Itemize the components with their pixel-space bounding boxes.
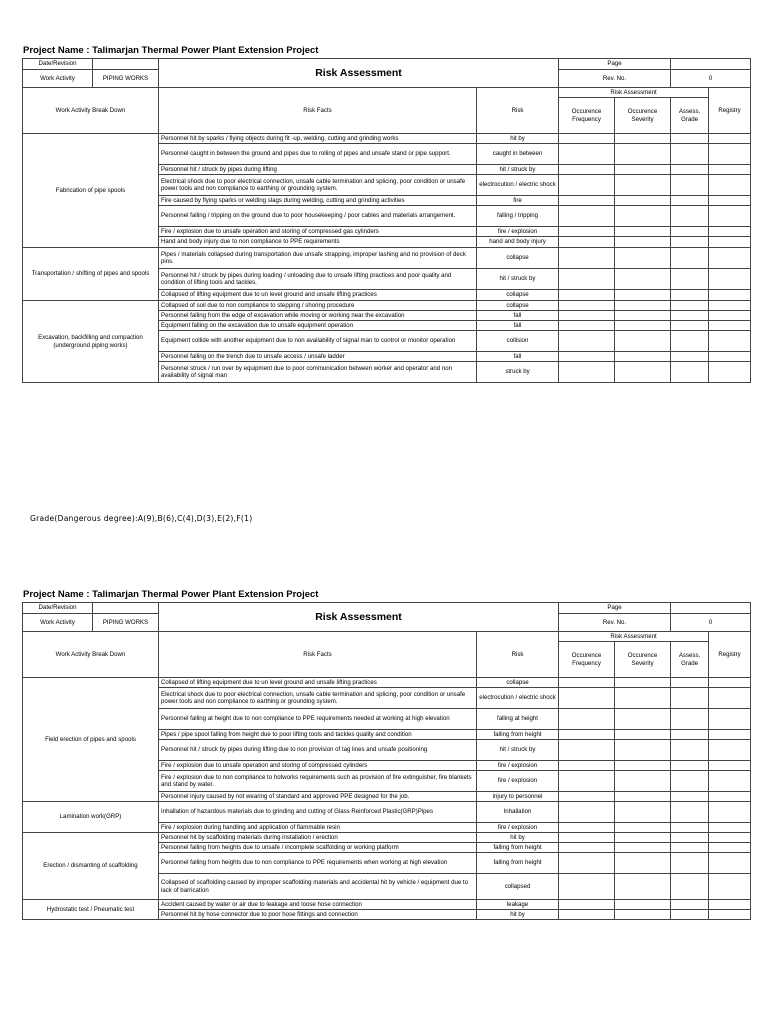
risk-fact: Accident caused by water or air due to leakage and loose hose connection: [159, 900, 477, 910]
registry-cell: [709, 237, 751, 248]
occurence-severity-cell: [615, 730, 671, 740]
risk-type: collapsed: [477, 874, 559, 900]
risk-type: collapse: [477, 290, 559, 301]
occurence-severity-cell: [615, 311, 671, 321]
assess-grade-cell: [671, 823, 709, 833]
risk-header: Risk: [477, 632, 559, 678]
breakdown-header: Work Activity Break Down: [23, 632, 159, 678]
registry-cell: [709, 134, 751, 144]
risk-fact: Personnel struck / run over by equipment due to poor communication between worker and operator and non availability of signal man: [159, 362, 477, 383]
risk-fact: Hand and body injury due to non compliance to PPE requirements: [159, 237, 477, 248]
occurence-frequency-cell: [559, 853, 615, 874]
risk-type: hand and body injury: [477, 237, 559, 248]
occurence-severity-cell: [615, 352, 671, 362]
risk-type: fire / explosion: [477, 761, 559, 771]
occurence-severity-cell: [615, 237, 671, 248]
breakdown-header: Work Activity Break Down: [23, 88, 159, 134]
assess-grade-header: Assess. Grade: [671, 98, 709, 134]
risk-type: falling from height: [477, 730, 559, 740]
occurence-frequency-cell: [559, 740, 615, 761]
occurence-severity-cell: [615, 761, 671, 771]
work-activity-breakdown: Excavation, backfilling and compaction (underground piping works): [23, 301, 159, 383]
occurence-frequency-cell: [559, 321, 615, 331]
occurence-frequency-cell: [559, 175, 615, 196]
assess-grade-cell: [671, 352, 709, 362]
registry-cell: [709, 175, 751, 196]
occurence-severity-cell: [615, 740, 671, 761]
risk-facts-header: Risk Facts: [159, 88, 477, 134]
work-activity-value: PIPING WORKS: [93, 614, 159, 632]
occurence-severity-cell: [615, 874, 671, 900]
header-row: [23, 59, 751, 70]
assess-grade-cell: [671, 792, 709, 802]
work-activity-breakdown: Transportation / shifting of pipes and spools: [23, 248, 159, 301]
occurence-severity-cell: [615, 331, 671, 352]
date-revision-label: Date/Revision: [23, 59, 93, 70]
assess-grade-cell: [671, 331, 709, 352]
assess-grade-cell: [671, 237, 709, 248]
risk-type: fire / explosion: [477, 771, 559, 792]
risk-fact: Personnel hit by scaffolding materials during installation / erection: [159, 833, 477, 843]
occurence-frequency-cell: [559, 196, 615, 206]
registry-cell: [709, 321, 751, 331]
risk-fact: Fire / explosion during handling and application of flammable resin: [159, 823, 477, 833]
occurence-severity-cell: [615, 792, 671, 802]
registry-cell: [709, 269, 751, 290]
assess-grade-cell: [671, 802, 709, 823]
occurence-frequency-cell: [559, 290, 615, 301]
occurence-frequency-cell: [559, 910, 615, 920]
occurence-severity-cell: [615, 362, 671, 383]
assess-grade-cell: [671, 227, 709, 237]
occurence-frequency-cell: [559, 874, 615, 900]
occurence-severity-cell: [615, 134, 671, 144]
date-revision-value: [93, 603, 159, 614]
risk-fact: Equipment falling on the excavation due to unsafe equipment operation: [159, 321, 477, 331]
occurence-frequency-cell: [559, 688, 615, 709]
occurence-frequency-cell: [559, 771, 615, 792]
registry-cell: [709, 362, 751, 383]
rev-no-value: 0: [671, 70, 751, 88]
occurence-frequency-cell: [559, 833, 615, 843]
risk-fact: Electrical shock due to poor electrical connection, unsafe cable termination and splicing, poor condition or unsafe power tools and non compliance to earthing or grounding system.: [159, 175, 477, 196]
assess-grade-cell: [671, 144, 709, 165]
work-activity-breakdown: Hydrostatic test / Pneumatic test: [23, 900, 159, 920]
occurence-frequency-cell: [559, 761, 615, 771]
document-title: Risk Assessment: [159, 603, 559, 632]
occurence-frequency-cell: [559, 237, 615, 248]
registry-cell: [709, 740, 751, 761]
risk-type: leakage: [477, 900, 559, 910]
occurence-severity-cell: [615, 206, 671, 227]
assess-grade-cell: [671, 853, 709, 874]
occurence-frequency-cell: [559, 709, 615, 730]
page-label: Page: [559, 59, 671, 70]
occurence-severity-cell: [615, 688, 671, 709]
occurence-severity-cell: [615, 290, 671, 301]
risk-type: hit / struck by: [477, 269, 559, 290]
risk-assessment-sheet-2: [22, 589, 750, 920]
risk-fact: Pipes / pipe spool falling from height due to poor lifting tools and tackles quality and condition: [159, 730, 477, 740]
assess-grade-cell: [671, 900, 709, 910]
risk-type: hit by: [477, 134, 559, 144]
risk-type: electrocution / electric shock: [477, 688, 559, 709]
occurence-severity-cell: [615, 144, 671, 165]
occurence-severity-cell: [615, 175, 671, 196]
rev-no-label: Rev. No.: [559, 614, 671, 632]
risk-type: fire: [477, 196, 559, 206]
registry-cell: [709, 678, 751, 688]
occurence-severity-cell: [615, 321, 671, 331]
risk-fact: Personnel falling at height due to non compliance to PPE requirements needed at working at high elevation: [159, 709, 477, 730]
risk-row: [23, 248, 751, 269]
occurence-frequency-cell: [559, 900, 615, 910]
assess-grade-cell: [671, 910, 709, 920]
risk-fact: Collapsed of lifting equipment due to un level ground and unsafe lifting practices: [159, 290, 477, 301]
occurence-severity-cell: [615, 248, 671, 269]
work-activity-breakdown: Erection / dismanting of scaffolding: [23, 833, 159, 900]
risk-row: [23, 802, 751, 823]
occurence-severity-cell: [615, 678, 671, 688]
occurence-frequency-header: Occurence Frequency: [559, 98, 615, 134]
occurence-frequency-cell: [559, 301, 615, 311]
occurence-frequency-cell: [559, 134, 615, 144]
risk-type: falling / tripping: [477, 206, 559, 227]
work-activity-label: Work Activity: [23, 70, 93, 88]
risk-assessment-header: Risk Assessment: [559, 632, 709, 642]
risk-fact: Personnel falling / tripping on the ground due to poor housekeeping / poor cables and materials arrangement.: [159, 206, 477, 227]
occurence-frequency-cell: [559, 165, 615, 175]
registry-cell: [709, 730, 751, 740]
risk-assessment-header: Risk Assessment: [559, 88, 709, 98]
work-activity-breakdown: Lamination work(GRP): [23, 802, 159, 833]
registry-cell: [709, 227, 751, 237]
assess-grade-cell: [671, 740, 709, 761]
assess-grade-cell: [671, 311, 709, 321]
risk-fact: Collapsed of lifting equipment due to un level ground and unsafe lifting practices: [159, 678, 477, 688]
registry-cell: [709, 301, 751, 311]
project-name: Project Name : Talimarjan Thermal Power Plant Extension Project: [23, 45, 319, 56]
occurence-frequency-cell: [559, 227, 615, 237]
assess-grade-cell: [671, 688, 709, 709]
assess-grade-cell: [671, 290, 709, 301]
page-label: Page: [559, 603, 671, 614]
occurence-severity-cell: [615, 196, 671, 206]
risk-type: collapse: [477, 301, 559, 311]
occurence-severity-cell: [615, 771, 671, 792]
occurence-frequency-cell: [559, 792, 615, 802]
risk-fact: Inhallation of hazardous materials due to grinding and cutting of Glass Reinforced Plastic(GRP)Pipes: [159, 802, 477, 823]
occurence-frequency-cell: [559, 823, 615, 833]
risk-row: [23, 900, 751, 910]
header-row: [23, 603, 751, 614]
registry-cell: [709, 823, 751, 833]
risk-type: collapse: [477, 248, 559, 269]
risk-row: [23, 678, 751, 688]
registry-cell: [709, 165, 751, 175]
risk-fact: Personnel falling from the edge of excavation while moving or working near the excavation: [159, 311, 477, 321]
risk-fact: Personnel hit / struck by pipes during loading / unloading due to unsafe lifting practices and poor quality and condition of lifting tools and tackles.: [159, 269, 477, 290]
registry-cell: [709, 761, 751, 771]
registry-cell: [709, 771, 751, 792]
occurence-severity-cell: [615, 900, 671, 910]
registry-cell: [709, 833, 751, 843]
assess-grade-cell: [671, 730, 709, 740]
grade-note: Grade(Dangerous degree):A(9),B(6),C(4),D(3),E(2),F(1): [30, 514, 253, 523]
occurence-frequency-cell: [559, 206, 615, 227]
registry-cell: [709, 206, 751, 227]
registry-cell: [709, 248, 751, 269]
risk-fact: Personnel hit / struck by pipes during lifting: [159, 165, 477, 175]
registry-cell: [709, 910, 751, 920]
registry-cell: [709, 709, 751, 730]
assess-grade-cell: [671, 843, 709, 853]
registry-header: Registry: [709, 88, 751, 134]
risk-header: Risk: [477, 88, 559, 134]
occurence-frequency-cell: [559, 730, 615, 740]
header-row: [23, 632, 751, 642]
risk-row: [23, 134, 751, 144]
occurence-frequency-cell: [559, 269, 615, 290]
risk-type: fall: [477, 311, 559, 321]
occurence-severity-cell: [615, 165, 671, 175]
occurence-severity-cell: [615, 910, 671, 920]
risk-type: hit / struck by: [477, 740, 559, 761]
assess-grade-cell: [671, 771, 709, 792]
occurence-severity-cell: [615, 823, 671, 833]
risk-fact: Personnel falling from heights due to non compliance to PPE requirements when working at high elevation: [159, 853, 477, 874]
occurence-severity-cell: [615, 853, 671, 874]
registry-header: Registry: [709, 632, 751, 678]
risk-fact: Electrical shock due to poor electrical connection, unsafe cable termination and splicing, poor condition or unsafe power tools and non compliance to earthing or grounding system.: [159, 688, 477, 709]
risk-fact: Personnel hit by sparks / flying objects during fit -up, welding, cutting and grinding works: [159, 134, 477, 144]
risk-type: Inhallation: [477, 802, 559, 823]
occurence-severity-header: Occurence Severity: [615, 98, 671, 134]
assess-grade-cell: [671, 165, 709, 175]
risk-type: hit by: [477, 910, 559, 920]
registry-cell: [709, 843, 751, 853]
occurence-frequency-cell: [559, 311, 615, 321]
work-activity-label: Work Activity: [23, 614, 93, 632]
risk-type: fall: [477, 321, 559, 331]
assess-grade-cell: [671, 196, 709, 206]
risk-fact: Fire / explosion due to non compliance to hotworks requirements such as provision of fire extinguisher, fire blankets and stand by water.: [159, 771, 477, 792]
registry-cell: [709, 352, 751, 362]
occurence-frequency-cell: [559, 331, 615, 352]
occurence-severity-cell: [615, 301, 671, 311]
assess-grade-cell: [671, 248, 709, 269]
date-revision-label: Date/Revision: [23, 603, 93, 614]
work-activity-breakdown: Field erection of pipes and spools: [23, 678, 159, 802]
date-revision-value: [93, 59, 159, 70]
assess-grade-cell: [671, 678, 709, 688]
risk-fact: Collapsed of scaffolding caused by improper scaffolding materials and accidental hit by vehicle / equipment due to lack of barrication: [159, 874, 477, 900]
assess-grade-cell: [671, 709, 709, 730]
risk-fact: Equipment collide with another equipment due to non availability of signal man to control or monitor operation: [159, 331, 477, 352]
risk-fact: Personnel hit / struck by pipes during lifting due to non provision of tag lines and unsafe positioning: [159, 740, 477, 761]
occurence-frequency-cell: [559, 802, 615, 823]
assess-grade-cell: [671, 269, 709, 290]
assess-grade-cell: [671, 761, 709, 771]
risk-type: hit / struck by: [477, 165, 559, 175]
risk-fact: Collapsed of soil due to non compliance to stepping / shoring procedure: [159, 301, 477, 311]
registry-cell: [709, 900, 751, 910]
risk-type: fire / explosion: [477, 227, 559, 237]
page-value: [671, 59, 751, 70]
page-value: [671, 603, 751, 614]
risk-fact: Fire / explosion due to unsafe operation and storing of compressed cylinders: [159, 761, 477, 771]
registry-cell: [709, 802, 751, 823]
risk-type: falling from height: [477, 843, 559, 853]
risk-type: struck by: [477, 362, 559, 383]
project-name: Project Name : Talimarjan Thermal Power Plant Extension Project: [23, 589, 319, 600]
risk-fact: Personnel hit by hose connector due to poor hose fittings and connection: [159, 910, 477, 920]
assess-grade-cell: [671, 301, 709, 311]
occurence-severity-cell: [615, 269, 671, 290]
occurence-frequency-cell: [559, 678, 615, 688]
occurence-severity-cell: [615, 843, 671, 853]
risk-type: fire / explosion: [477, 823, 559, 833]
risk-fact: Fire / explosion due to unsafe operation and storing of compressed gas cylinders: [159, 227, 477, 237]
assess-grade-header: Assess. Grade: [671, 642, 709, 678]
occurence-severity-cell: [615, 227, 671, 237]
assess-grade-cell: [671, 833, 709, 843]
registry-cell: [709, 792, 751, 802]
assess-grade-cell: [671, 175, 709, 196]
header-row: [23, 88, 751, 98]
work-activity-value: PIPING WORKS: [93, 70, 159, 88]
registry-cell: [709, 853, 751, 874]
risk-type: fall: [477, 352, 559, 362]
registry-cell: [709, 144, 751, 165]
occurence-frequency-header: Occurence Frequency: [559, 642, 615, 678]
risk-assessment-table: [22, 58, 751, 383]
risk-assessment-sheet-1: [22, 45, 750, 383]
risk-fact: Personnel caught in between the ground and pipes due to rolling of pipes and unsafe stand or pipe support.: [159, 144, 477, 165]
risk-type: hit by: [477, 833, 559, 843]
risk-fact: Pipes / materials collapsed during transportation due unsafe strapping, improper lashing and no provision of deck pins.: [159, 248, 477, 269]
risk-fact: Personnel falling on the trench due to unsafe access / unsafe ladder: [159, 352, 477, 362]
work-activity-breakdown: Fabrication of pipe spools: [23, 134, 159, 248]
registry-cell: [709, 688, 751, 709]
risk-fact: Fire caused by flying sparks or welding slags during welding, cutting and grinding activities: [159, 196, 477, 206]
risk-row: [23, 301, 751, 311]
registry-cell: [709, 311, 751, 321]
registry-cell: [709, 331, 751, 352]
risk-row: [23, 833, 751, 843]
rev-no-value: 0: [671, 614, 751, 632]
risk-facts-header: Risk Facts: [159, 632, 477, 678]
occurence-severity-cell: [615, 709, 671, 730]
occurence-frequency-cell: [559, 352, 615, 362]
risk-type: collapse: [477, 678, 559, 688]
assess-grade-cell: [671, 206, 709, 227]
risk-fact: Personnel injury caused by not wearing of standard and approved PPE designed for the job.: [159, 792, 477, 802]
occurence-severity-cell: [615, 802, 671, 823]
occurence-severity-header: Occurence Severity: [615, 642, 671, 678]
registry-cell: [709, 196, 751, 206]
risk-type: falling from height: [477, 853, 559, 874]
risk-type: falling at height: [477, 709, 559, 730]
occurence-frequency-cell: [559, 248, 615, 269]
assess-grade-cell: [671, 874, 709, 900]
document-title: Risk Assessment: [159, 59, 559, 88]
assess-grade-cell: [671, 362, 709, 383]
occurence-frequency-cell: [559, 843, 615, 853]
registry-cell: [709, 290, 751, 301]
risk-type: electrocution / electric shock: [477, 175, 559, 196]
assess-grade-cell: [671, 321, 709, 331]
rev-no-label: Rev. No.: [559, 70, 671, 88]
risk-type: collision: [477, 331, 559, 352]
risk-type: caught in between: [477, 144, 559, 165]
risk-fact: Personnel falling from heights due to unsafe / incomplete scaffolding or working platform: [159, 843, 477, 853]
occurence-frequency-cell: [559, 144, 615, 165]
occurence-frequency-cell: [559, 362, 615, 383]
occurence-severity-cell: [615, 833, 671, 843]
assess-grade-cell: [671, 134, 709, 144]
risk-type: injury to personnel: [477, 792, 559, 802]
risk-assessment-table: [22, 602, 751, 920]
registry-cell: [709, 874, 751, 900]
